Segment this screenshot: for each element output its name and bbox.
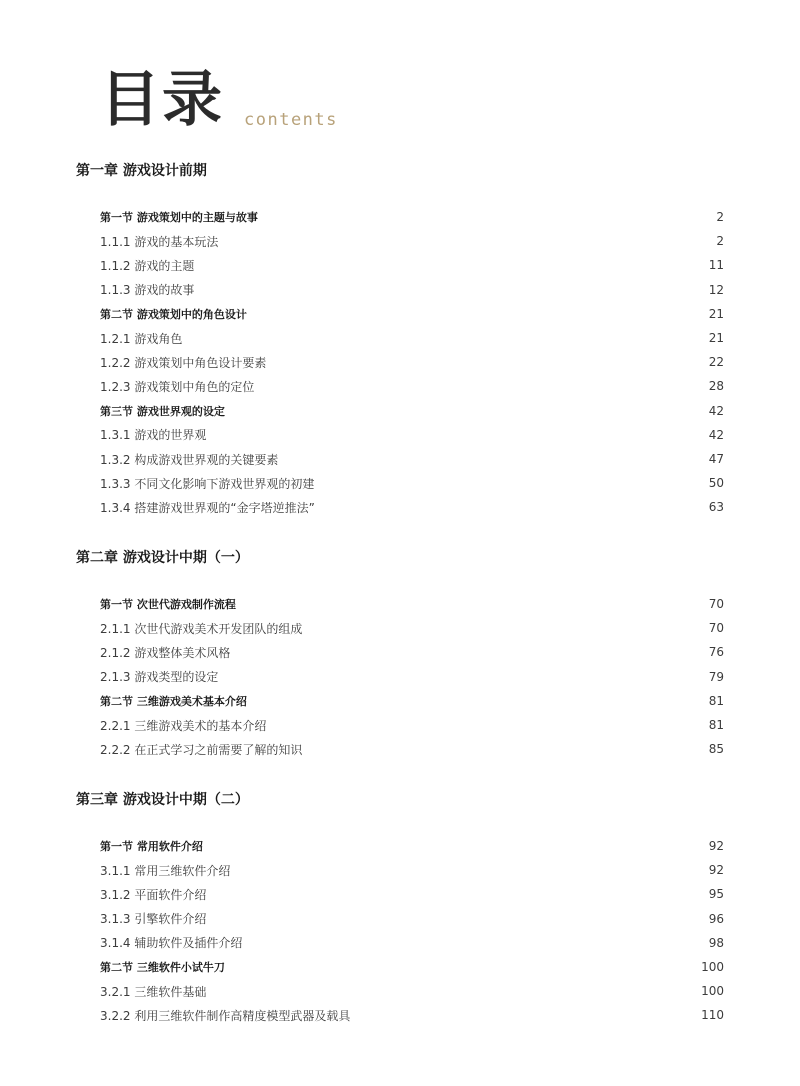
toc-page-number: 81 bbox=[708, 693, 724, 708]
toc-page-number: 21 bbox=[708, 306, 724, 321]
toc-page-number: 42 bbox=[708, 427, 724, 442]
toc-item-row[interactable] bbox=[100, 909, 724, 929]
toc-page-number: 92 bbox=[708, 863, 724, 878]
toc-page-number: 98 bbox=[708, 935, 724, 950]
toc-entry-label: 第一节 游戏策划中的主题与故事 bbox=[100, 211, 258, 224]
toc-entry-label: 3.1.3 引擎软件介绍 bbox=[100, 912, 207, 927]
page-title: 目录 bbox=[100, 65, 224, 135]
toc-item-row[interactable] bbox=[100, 473, 724, 493]
toc-entry-label: 第三节 游戏世界观的设定 bbox=[100, 404, 225, 418]
toc-entry-label: 3.1.4 辅助软件及插件介绍 bbox=[100, 936, 243, 951]
toc-entry-label: 3.2.1 三维软件基础 bbox=[100, 984, 207, 999]
toc-page-number: 79 bbox=[708, 669, 724, 684]
toc-page-number: 100 bbox=[701, 960, 724, 974]
toc-entry-label: 3.2.2 利用三维软件制作高精度模型武器及载具 bbox=[100, 1008, 351, 1023]
toc-page-number: 95 bbox=[708, 887, 724, 902]
toc-entry-label: 3.1.1 常用三维软件介绍 bbox=[100, 863, 231, 878]
toc-entry-label: 1.3.1 游戏的世界观 bbox=[100, 428, 207, 443]
toc-page-number: 21 bbox=[708, 331, 724, 345]
toc-page-number: 50 bbox=[708, 476, 724, 491]
toc-item-row[interactable] bbox=[100, 280, 724, 300]
toc-entry-label: 第二节 三维游戏美术基本介绍 bbox=[100, 694, 247, 708]
toc-page-number: 92 bbox=[708, 839, 724, 853]
toc-entry-label: 1.1.2 游戏的主题 bbox=[100, 258, 195, 273]
toc-section-row[interactable] bbox=[100, 836, 724, 856]
toc-header bbox=[100, 65, 500, 135]
toc-entry-label: 2.2.1 三维游戏美术的基本介绍 bbox=[100, 718, 267, 733]
toc-item-row[interactable] bbox=[100, 497, 724, 517]
toc-item-row[interactable] bbox=[100, 231, 724, 251]
toc-item-row[interactable] bbox=[100, 618, 724, 638]
toc-entry-label: 1.1.3 游戏的故事 bbox=[100, 283, 195, 298]
toc-item-row[interactable] bbox=[100, 449, 724, 469]
toc-item-row[interactable] bbox=[100, 642, 724, 662]
toc-page-number: 63 bbox=[708, 500, 724, 515]
toc-page-number: 47 bbox=[708, 452, 724, 466]
toc-page-number: 110 bbox=[701, 1008, 724, 1023]
toc-page-number: 100 bbox=[701, 984, 724, 999]
toc-item-row[interactable] bbox=[100, 933, 724, 953]
toc-page-number: 11 bbox=[708, 258, 724, 273]
toc-section-row[interactable] bbox=[100, 304, 724, 324]
toc-item-row[interactable] bbox=[100, 715, 724, 735]
toc-item-row[interactable] bbox=[100, 352, 724, 372]
toc-entry-label: 2.1.3 游戏类型的设定 bbox=[100, 670, 219, 685]
toc-entry-label: 2.1.2 游戏整体美术风格 bbox=[100, 645, 231, 660]
toc-entry-label: 1.1.1 游戏的基本玩法 bbox=[100, 234, 219, 249]
page-subtitle: contents bbox=[244, 110, 338, 130]
toc-page-number: 12 bbox=[708, 282, 724, 297]
toc-item-row[interactable] bbox=[100, 328, 724, 348]
toc-entry-label: 1.2.3 游戏策划中角色的定位 bbox=[100, 379, 255, 394]
toc-entry-label: 1.2.1 游戏角色 bbox=[100, 331, 183, 346]
toc-entry-label: 2.1.1 次世代游戏美术开发团队的组成 bbox=[100, 621, 303, 636]
toc-page-number: 96 bbox=[708, 911, 724, 926]
toc-item-row[interactable] bbox=[100, 884, 724, 904]
toc-item-row[interactable] bbox=[100, 739, 724, 759]
toc-page-number: 22 bbox=[708, 355, 724, 370]
toc-page-number: 81 bbox=[708, 718, 724, 732]
toc-item-row[interactable] bbox=[100, 255, 724, 275]
toc-entry-label: 第一节 常用软件介绍 bbox=[100, 840, 203, 853]
toc-section-row[interactable] bbox=[100, 207, 724, 227]
toc-entry-label: 2.2.2 在正式学习之前需要了解的知识 bbox=[100, 742, 303, 757]
toc-entry-label: 1.3.4 搭建游戏世界观的“金字塔逆推法” bbox=[100, 500, 315, 515]
toc-page-number: 76 bbox=[708, 645, 724, 660]
toc-page-number: 28 bbox=[708, 379, 724, 394]
toc-item-row[interactable] bbox=[100, 667, 724, 687]
toc-entry-label: 1.3.2 构成游戏世界观的关键要素 bbox=[100, 452, 279, 467]
toc-entry-label: 1.2.2 游戏策划中角色设计要素 bbox=[100, 355, 267, 370]
toc-item-row[interactable] bbox=[100, 376, 724, 396]
toc-section-row[interactable] bbox=[100, 691, 724, 711]
toc-entry-label: 第二节 三维软件小试牛刀 bbox=[100, 961, 225, 974]
toc-page-number: 2 bbox=[716, 210, 724, 224]
toc-entry-label: 第二节 游戏策划中的角色设计 bbox=[100, 307, 247, 321]
toc-page-number: 85 bbox=[708, 742, 724, 757]
toc-item-row[interactable] bbox=[100, 1005, 724, 1025]
toc-page-number: 42 bbox=[708, 403, 724, 418]
toc-section-row[interactable] bbox=[100, 957, 724, 977]
toc-page-number: 70 bbox=[708, 597, 724, 611]
toc-item-row[interactable] bbox=[100, 860, 724, 880]
toc-page-number: 2 bbox=[716, 234, 724, 249]
chapter-heading: 第三章 游戏设计中期（二） bbox=[76, 792, 249, 808]
toc-page-number: 70 bbox=[708, 621, 724, 636]
chapter-heading: 第二章 游戏设计中期（一） bbox=[76, 550, 249, 566]
chapter-heading: 第一章 游戏设计前期 bbox=[76, 163, 207, 179]
toc-entry-label: 1.3.3 不同文化影响下游戏世界观的初建 bbox=[100, 476, 315, 491]
toc-entry-label: 3.1.2 平面软件介绍 bbox=[100, 887, 207, 902]
toc-section-row[interactable] bbox=[100, 594, 724, 614]
toc-section-row[interactable] bbox=[100, 401, 724, 421]
toc-item-row[interactable] bbox=[100, 425, 724, 445]
toc-entry-label: 第一节 次世代游戏制作流程 bbox=[100, 598, 236, 611]
toc-item-row[interactable] bbox=[100, 981, 724, 1001]
